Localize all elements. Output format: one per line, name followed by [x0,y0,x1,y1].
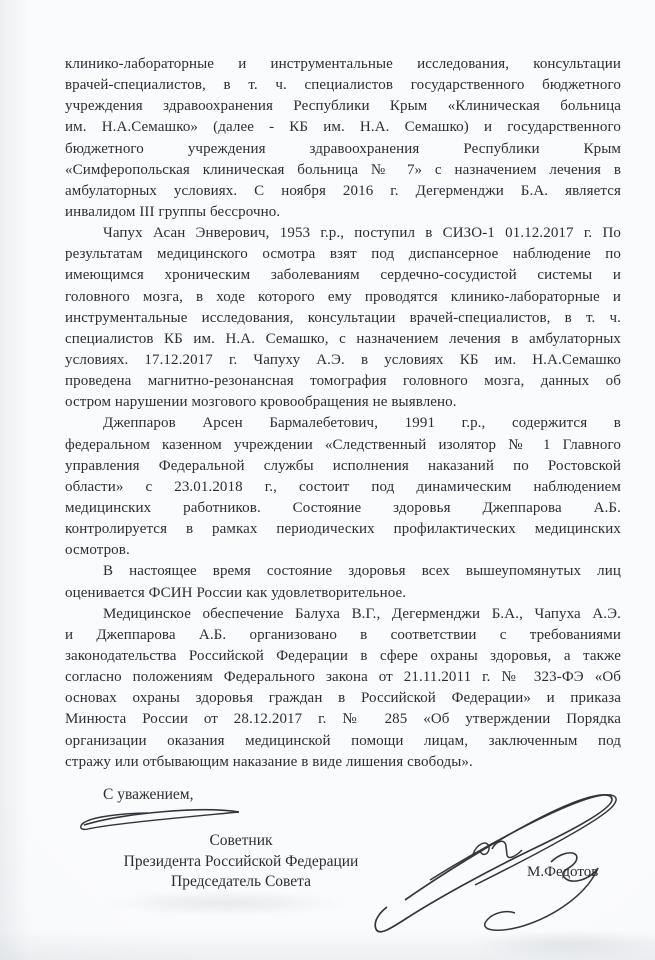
paragraph [65,561,621,603]
text-line: бюджетного учреждения здравоохранения Республики Крым [65,140,621,157]
text-line: осмотров. [65,542,130,559]
text-line: согласно положениям Федерального закона от 21.11.2011 г. № 323-ФЭ «Об [65,669,621,686]
paragraph [65,223,621,413]
text-line: Медицинское обеспечение Балуха В.Г., Дегерменджи Б.А., Чапуха А.Э. [103,605,621,622]
text-line: имеющимся хроническим заболеваниям сердечно-сосудистой системы и [65,267,621,284]
text-line: основах охраны здоровья граждан в Российской Федерации» и приказа [65,690,621,707]
paragraph [65,54,621,223]
text-line: врачей-специалистов, в т. ч. специалистов государственного бюджетного [65,77,621,94]
text-line: Чапух Асан Энверович, 1953 г.р., поступил в СИЗО-1 01.12.2017 г. По [103,225,621,242]
signer-title-line: Президента Российской Федерации [123,852,359,870]
text-line: федеральном казенном учреждении «Следственный изолятор № 1 Главного [65,436,621,453]
text-line: Джеппаров Арсен Бармалебетович, 1991 г.р., содержится в [103,415,621,432]
closing-salutation: С уважением, [103,786,194,803]
text-line: «Симферопольская клиническая больница № 7» с назначением лечения в [65,161,621,178]
text-line: остром нарушении мозгового кровообращения не выявлено. [65,394,457,411]
text-line: проведена магнитно-резонансная томография головного мозга, данных об [65,373,621,390]
text-line: контролируется в рамках периодических профилактических медицинских [65,521,621,538]
text-line: инструментальные исследования, консультации врачей-специалистов, в т. ч. [65,309,621,326]
text-line: клинико-лабораторные и инструментальные исследования, консультации [65,56,621,72]
text-line: организации оказания медицинской помощи лицам, заключенным под [65,732,621,749]
text-line: инвалидом III группы бессрочно. [65,203,281,220]
text-line: оценивается ФСИН России как удовлетворительное. [65,584,407,601]
text-line: головного мозга, в ходе которого ему проводятся клинико-лабораторные и [65,288,621,305]
paragraph [65,413,621,561]
text-line: учреждения здравоохранения Республики Крым «Клиническая больница [65,98,621,115]
text-line: Минюста России от 28.12.2017 г. № 285 «Об утверждении Порядка [65,711,621,728]
signer-title-block [95,831,387,893]
text-line: им. Н.А.Семашко» (далее - КБ им. Н.А. Семашко) и государственного [65,119,621,136]
text-line: результатам медицинского осмотра взят под диспансерное наблюдение по [65,246,621,263]
text-line: и Джеппарова А.Б. организовано в соответствии с требованиями [65,626,621,643]
text-line: В настоящее время состояние здоровья всех вышеупомянутых лиц [103,563,621,580]
text-line: условиях. 17.12.2017 г. Чапуху А.Э. в условиях КБ им. Н.А.Семашко [65,351,621,368]
text-line: области» с 23.01.2018 г., состоит под динамическим наблюдением [65,478,621,495]
scan-smudge [470,930,655,960]
paragraph [65,604,621,773]
signer-title-line: Председатель Совета [171,873,311,890]
text-line: медицинских работников. Состояние здоровья Джеппарова А.Б. [65,499,621,516]
text-line: законодательства Российской Федерации в сфере охраны здоровья, а также [65,647,621,664]
text-line: управления Федеральной службы исполнения наказаний по Ростовской [65,457,621,474]
text-line: амбулаторных условиях. С ноября 2016 г. Дегерменджи Б.А. является [65,182,621,199]
text-line: стражу или отбывающим наказание в виде лишения свободы». [65,753,473,770]
text-line: специалистов КБ им. Н.А. Семашко, с назначением лечения в амбулаторных [65,330,621,347]
scan-smudge [105,890,345,916]
signer-name: М.Федотов [527,864,599,880]
signer-title-line: Советник [209,832,273,849]
letter-body [65,54,621,773]
